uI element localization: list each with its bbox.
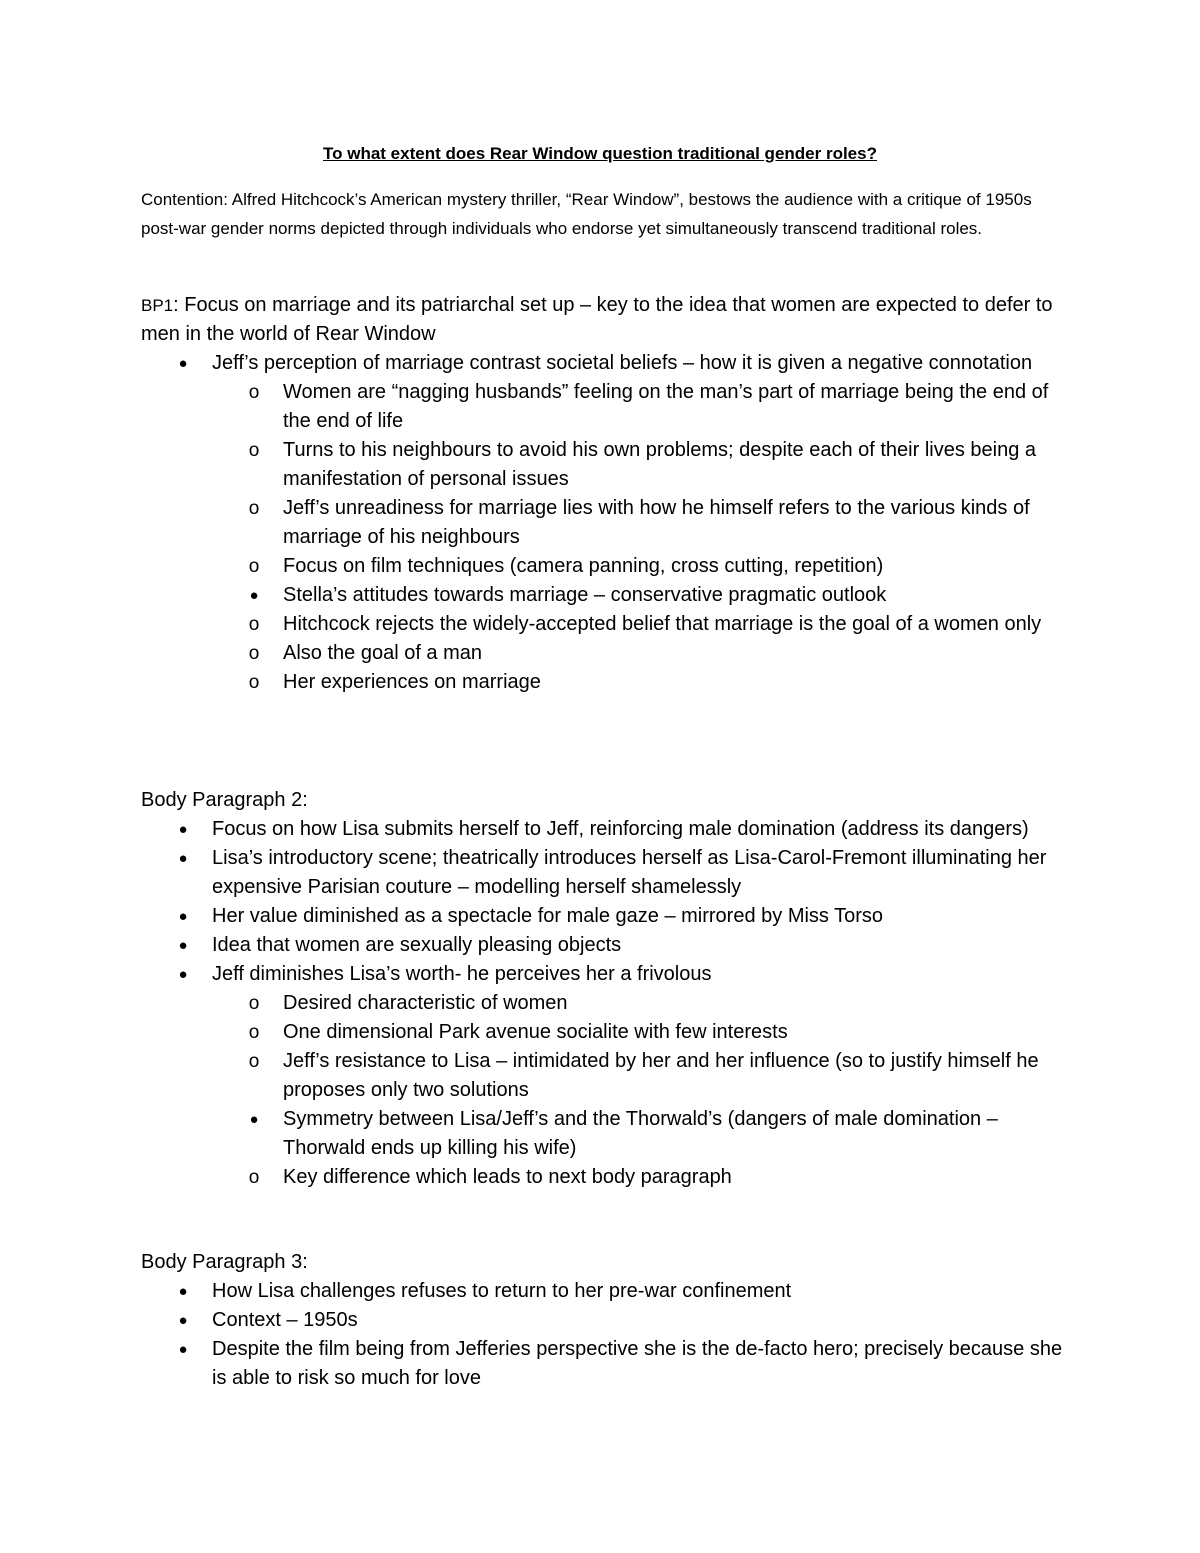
- list-item: [141, 1047, 1071, 1105]
- list-item-text: Focus on how Lisa submits herself to Jeff, reinforcing male domination (address its dangers): [212, 818, 1029, 840]
- bullet-icon: ●: [249, 587, 259, 604]
- list-item-text: Jeff’s unreadiness for marriage lies with how he himself refers to the various kinds of marriage of his neighbours: [283, 497, 1030, 548]
- bp2-list: [141, 815, 1071, 1192]
- bullet-icon: ●: [178, 1312, 188, 1329]
- bp2-heading: Body Paragraph 2:: [141, 789, 308, 811]
- list-item: [141, 610, 1071, 639]
- list-item: [141, 1163, 1071, 1192]
- bp1-heading: [141, 291, 1071, 349]
- list-item-text: Symmetry between Lisa/Jeff’s and the Thorwald’s (dangers of male domination – Thorwald ends up killing his wife): [283, 1108, 998, 1159]
- list-item-text: Idea that women are sexually pleasing objects: [212, 934, 622, 956]
- bullet-icon: ●: [178, 850, 188, 867]
- list-item: [141, 1277, 1071, 1306]
- list-item-text: Key difference which leads to next body paragraph: [283, 1166, 732, 1188]
- bp1-label: BP1: [141, 296, 174, 315]
- bullet-icon: ●: [178, 908, 188, 925]
- list-item: [141, 349, 1071, 378]
- list-item: [141, 668, 1071, 697]
- list-item-text: Stella’s attitudes towards marriage – conservative pragmatic outlook: [283, 584, 887, 606]
- bp3-heading: Body Paragraph 3:: [141, 1251, 308, 1273]
- list-item: [141, 494, 1071, 552]
- list-item-text: Context – 1950s: [212, 1309, 358, 1331]
- list-item: [141, 1018, 1071, 1047]
- list-item-text: Jeff’s resistance to Lisa – intimidated by her and her influence (so to justify himself he proposes only two solutions: [283, 1050, 1039, 1101]
- list-item-text: Hitchcock rejects the widely-accepted belief that marriage is the goal of a women only: [283, 613, 1042, 635]
- list-item: [141, 960, 1071, 989]
- list-item-text: Despite the film being from Jefferies perspective she is the de-facto hero; precisely because she is able to risk so much for love: [212, 1338, 1063, 1389]
- bp1-heading-text: : Focus on marriage and its patriarchal set up – key to the idea that women are expected to defer to men in the world of Rear Window: [141, 294, 1053, 345]
- circle-bullet-icon: o: [248, 614, 260, 635]
- list-item-text: Her value diminished as a spectacle for male gaze – mirrored by Miss Torso: [212, 905, 884, 927]
- bullet-icon: ●: [178, 821, 188, 838]
- list-item-text: Focus on film techniques (camera panning, cross cutting, repetition): [283, 555, 884, 577]
- bp3-list: [141, 1277, 1071, 1393]
- circle-bullet-icon: o: [248, 1051, 260, 1072]
- circle-bullet-icon: o: [248, 440, 260, 461]
- list-item: [141, 552, 1071, 581]
- circle-bullet-icon: o: [248, 1167, 260, 1188]
- list-item: [141, 639, 1071, 668]
- circle-bullet-icon: o: [248, 382, 260, 403]
- circle-bullet-icon: o: [248, 556, 260, 577]
- list-item: [141, 815, 1071, 844]
- contention-paragraph: Contention: Alfred Hitchcock’s American mystery thriller, “Rear Window”, bestows the audience with a critique of 1950s post-war gender norms depicted through individuals who endorse yet simultaneously transcend traditional roles.: [141, 190, 1032, 238]
- list-item: [141, 378, 1071, 436]
- list-item-text: Jeff’s perception of marriage contrast societal beliefs – how it is given a negative connotation: [212, 352, 1033, 374]
- bullet-icon: ●: [178, 966, 188, 983]
- bp1-section: [141, 291, 1071, 697]
- document-title: To what extent does Rear Window question traditional gender roles?: [323, 144, 877, 163]
- list-item: [141, 931, 1071, 960]
- list-item: [141, 902, 1071, 931]
- circle-bullet-icon: o: [248, 672, 260, 693]
- list-item: [141, 1306, 1071, 1335]
- circle-bullet-icon: o: [248, 643, 260, 664]
- bullet-icon: ●: [178, 1283, 188, 1300]
- list-item: [141, 989, 1071, 1018]
- bullet-icon: ●: [178, 355, 188, 372]
- list-item-text: Her experiences on marriage: [283, 671, 541, 693]
- list-item-text: Turns to his neighbours to avoid his own problems; despite each of their lives being a manifestation of personal issues: [283, 439, 1037, 490]
- bullet-icon: ●: [249, 1111, 259, 1128]
- bp3-section: [141, 1248, 1071, 1393]
- list-item: [141, 436, 1071, 494]
- list-item-text: Also the goal of a man: [283, 642, 483, 664]
- bp1-list: [141, 349, 1071, 697]
- bp2-section: [141, 786, 1071, 1192]
- bullet-icon: ●: [178, 937, 188, 954]
- list-item-text: Women are “nagging husbands” feeling on the man’s part of marriage being the end of the end of life: [283, 381, 1049, 432]
- circle-bullet-icon: o: [248, 498, 260, 519]
- list-item: [141, 844, 1071, 902]
- list-item-text: How Lisa challenges refuses to return to her pre-war confinement: [212, 1280, 792, 1302]
- list-item: [141, 1335, 1071, 1393]
- list-item-text: Desired characteristic of women: [283, 992, 568, 1014]
- list-item-text: One dimensional Park avenue socialite with few interests: [283, 1021, 788, 1043]
- list-item-text: Jeff diminishes Lisa’s worth- he perceives her a frivolous: [212, 963, 712, 985]
- list-item-text: Lisa’s introductory scene; theatrically introduces herself as Lisa-Carol-Fremont illuminating her expensive Parisian couture – modelling herself shamelessly: [212, 847, 1047, 898]
- bullet-icon: ●: [178, 1341, 188, 1358]
- circle-bullet-icon: o: [248, 1022, 260, 1043]
- list-item: [141, 581, 1071, 610]
- list-item: [141, 1105, 1071, 1163]
- circle-bullet-icon: o: [248, 993, 260, 1014]
